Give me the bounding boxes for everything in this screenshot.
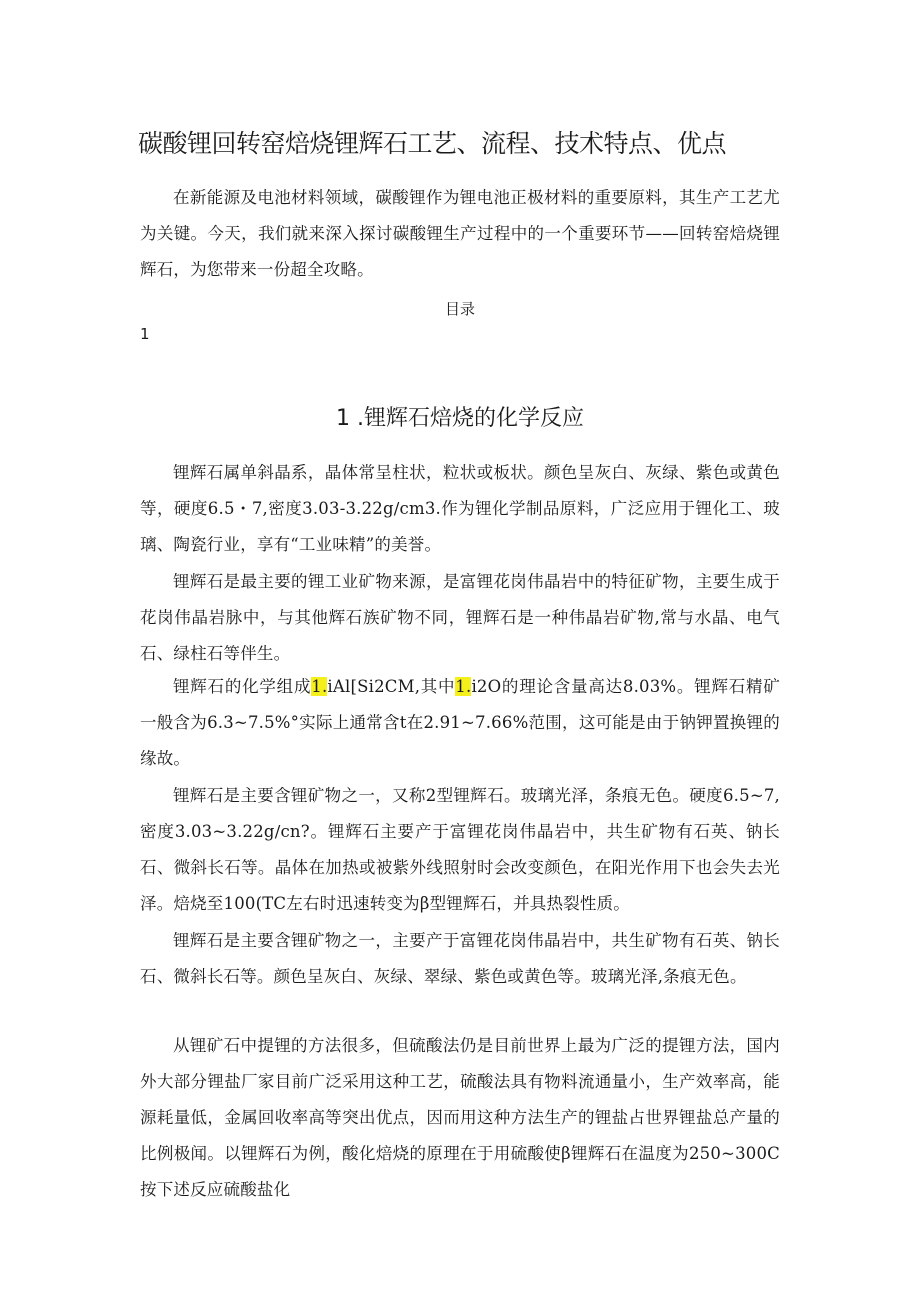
p3-text-c: i2O的理论含量高达8.03%。锂辉石精矿一般含为6.3~7.5%°实际上通常含t在2.91~7.66%范围，这可能是由于钠钾置换锂的缘故。 <box>140 677 780 768</box>
highlight-mark-2: 1. <box>455 677 472 696</box>
section-heading: 1 .锂辉石焙烧的化学反应 <box>336 406 584 431</box>
paragraph-6: 从锂矿石中提锂的方法很多，但硫酸法仍是目前世界上最为广泛的提锂方法，国内外大部分锂盐厂家目前广泛采用这种工艺，硫酸法具有物料流通量小，生产效率高，能源耗量低，金属回收率高等突出优点，因而用这种方法生产的锂盐占世界锂盐总产量的比例极闻。以锂辉石为例，酸化焙烧的原理在于用硫酸使β锂辉石在温度为250~300C按下述反应硫酸盐化 <box>140 1036 780 1199</box>
paragraph-4: 锂辉石是主要含锂矿物之一，又称2型锂辉石。玻璃光泽，条痕无色。硬度6.5~7,密度3.03~3.22g∕cn?。锂辉石主要产于富锂花岗伟晶岩中，共生矿物有石英、钠长石、微斜长石等。晶体在加热或被紫外线照射时会改变颜色，在阳光作用下也会失去光泽。焙烧至100(TC左右时迅速转变为β型锂辉石，并具热裂性质。 <box>140 786 780 913</box>
paragraph-3 <box>140 669 780 777</box>
paragraph-2: 锂辉石是最主要的锂工业矿物来源，是富锂花岗伟晶岩中的特征矿物，主要生成于花岗伟晶岩脉中，与其他辉石族矿物不同，锂辉石是一种伟晶岩矿物,常与水晶、电气石、绿柱石等伴生。 <box>140 572 780 663</box>
p3-text-a: 锂辉石的化学组成 <box>173 677 312 696</box>
p3-text-b: iAl[Si2CM,其中 <box>327 677 456 696</box>
intro-paragraph: 在新能源及电池材料领域，碳酸锂作为锂电池正极材料的重要原料，其生产工艺尤为关键。今天，我们就来深入探讨碳酸锂生产过程中的一个重要环节——回转窑焙烧锂辉石，为您带来一份超全攻略。 <box>140 188 780 279</box>
highlight-mark-1: 1. <box>311 677 328 696</box>
paragraph-1: 锂辉石属单斜晶系，晶体常呈柱状，粒状或板状。颜色呈灰白、灰绿、紫色或黄色等，硬度6.5・7,密度3.03-3.22g∕cm3.作为锂化学制品原料，广泛应用于锂化工、玻璃、陶瓷行业，享有“工业味精”的美誉。 <box>140 463 780 554</box>
toc-item[interactable]: 1 <box>140 325 150 343</box>
toc-title: 目录 <box>444 300 475 318</box>
paragraph-5: 锂辉石是主要含锂矿物之一，主要产于富锂花岗伟晶岩中，共生矿物有石英、钠长石、微斜长石等。颜色呈灰白、灰绿、翠绿、紫色或黄色等。玻璃光泽,条痕无色。 <box>140 931 780 986</box>
document-title: 碳酸锂回转窑焙烧锂辉石工艺、流程、技术特点、优点 <box>138 129 727 158</box>
